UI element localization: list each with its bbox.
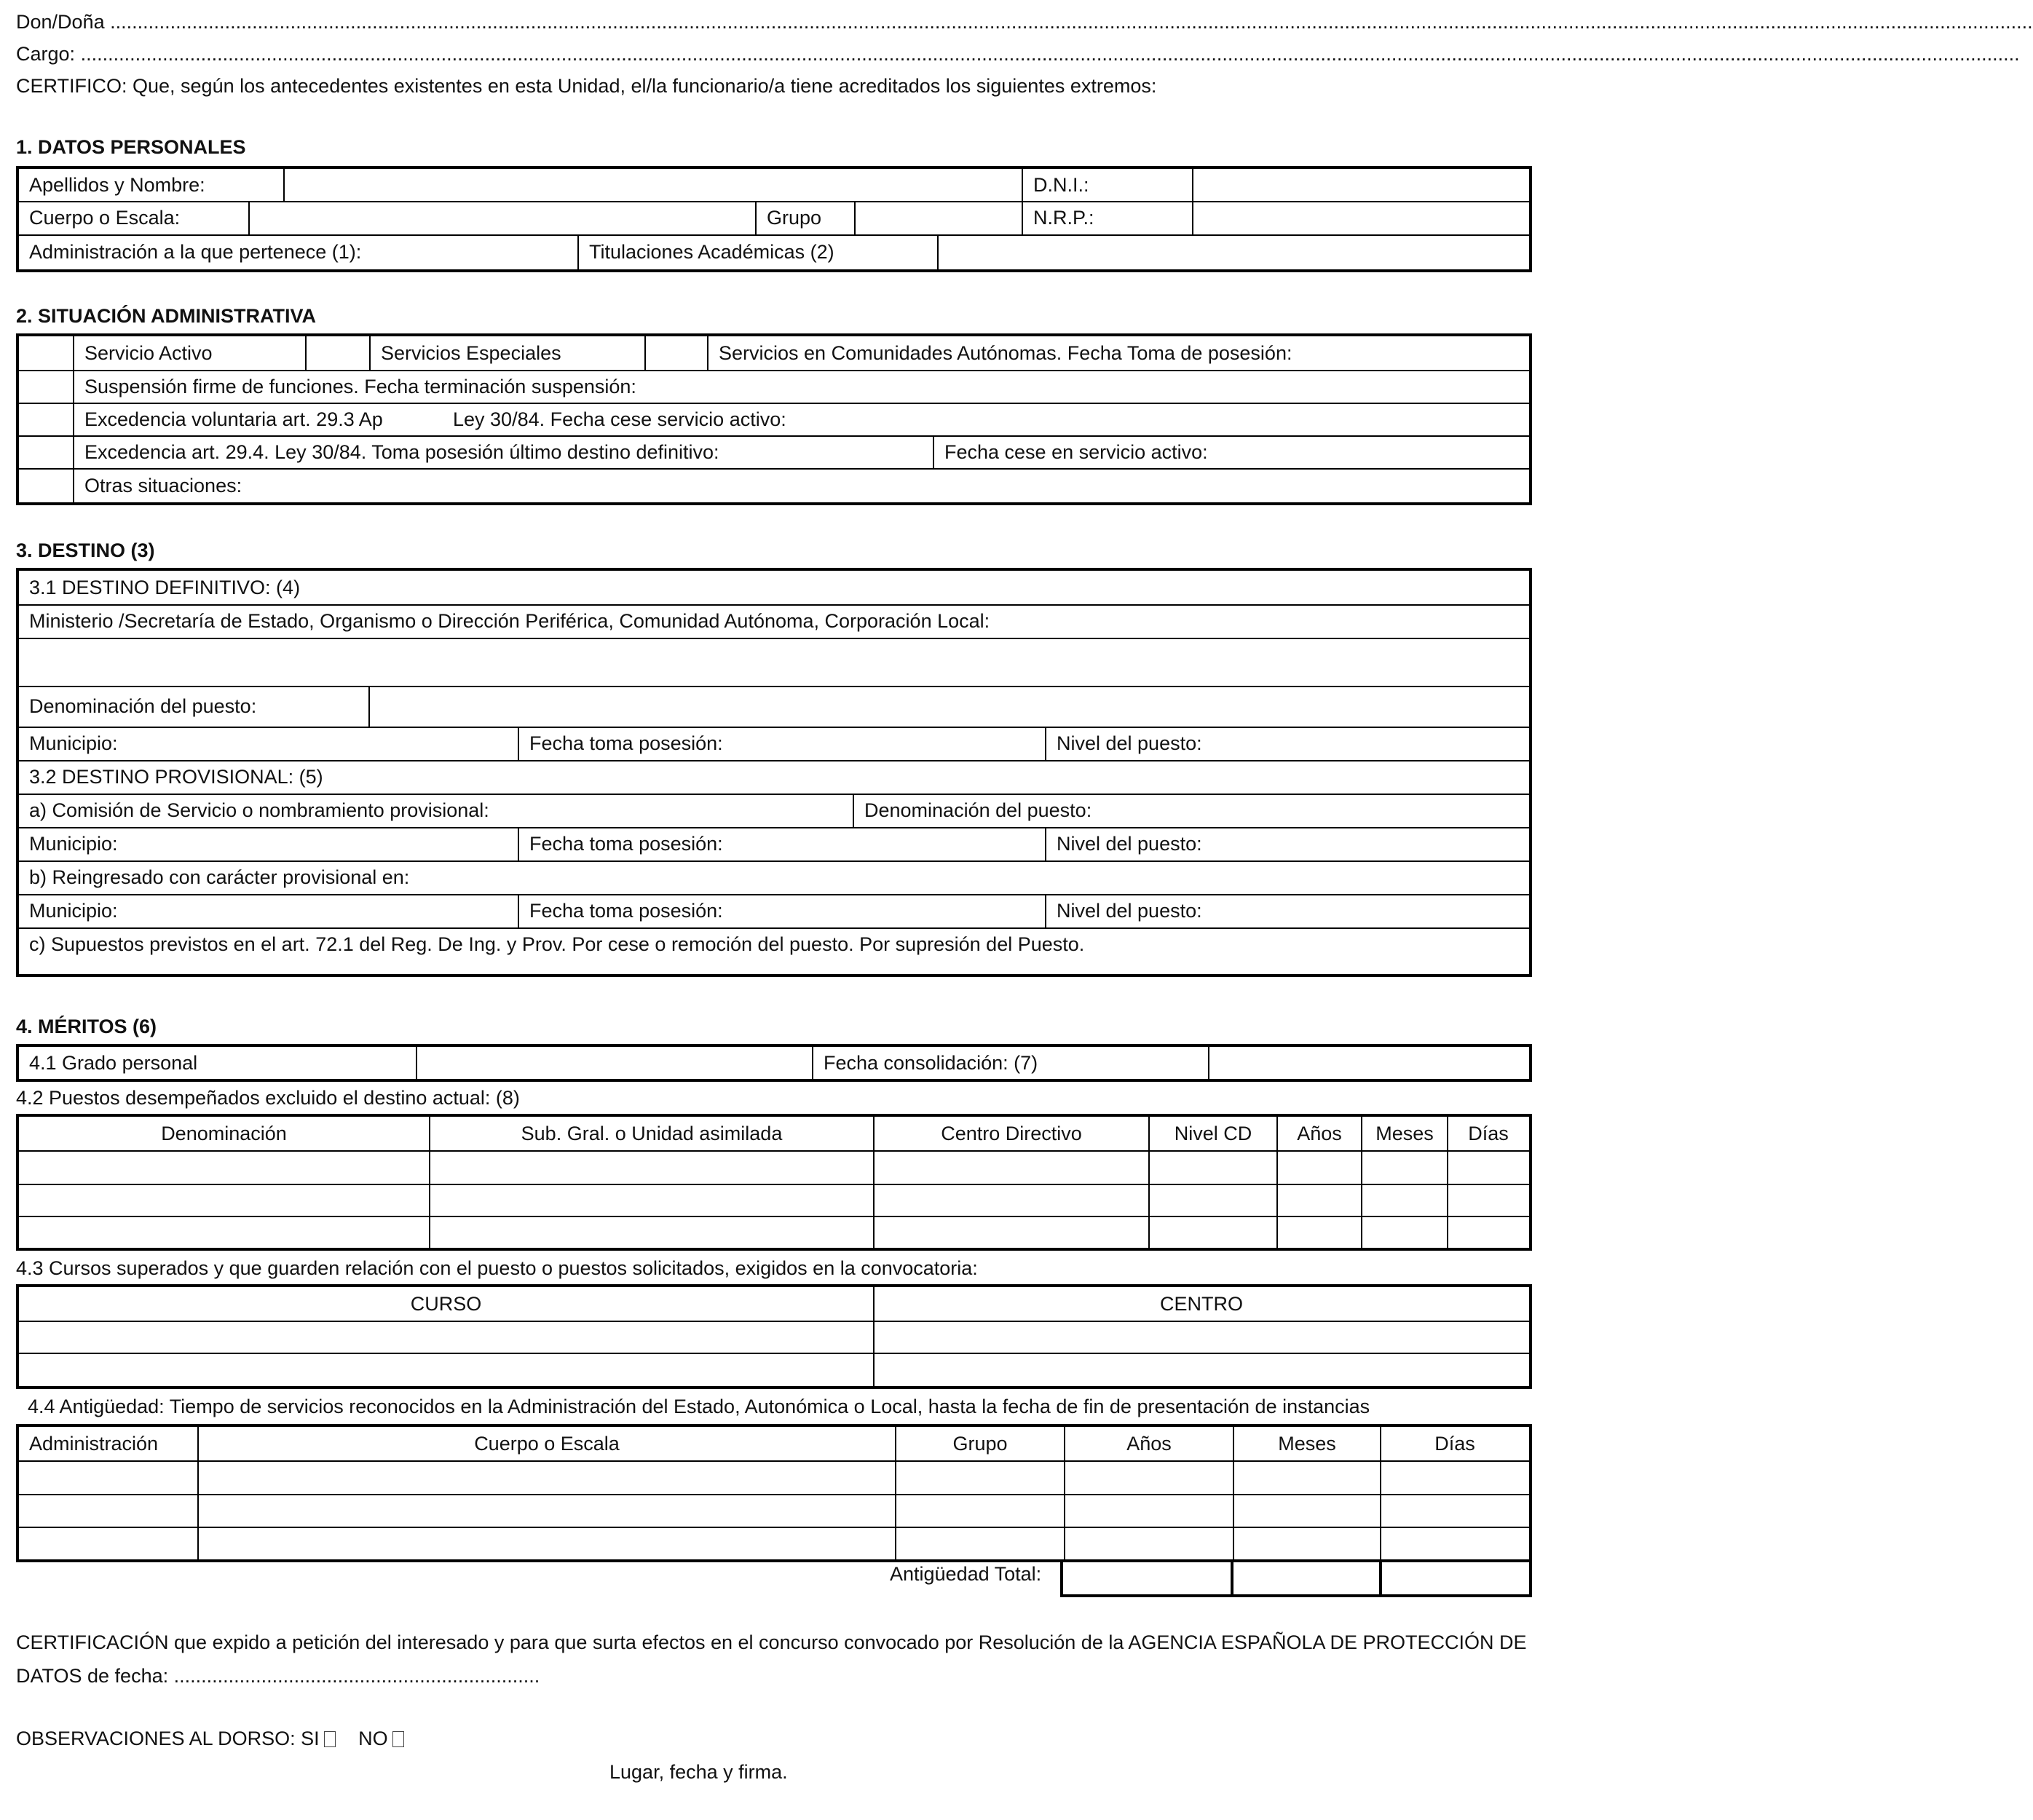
certificacion-line-1: CERTIFICACIÓN que expido a petición del interesado y para que surta efectos en el concurso convocado por Resolución de la AGENCIA ESPAÑOLA DE PROTECCIÓN DE [16,1631,1527,1653]
antig-header-cuerpo: Cuerpo o Escala [474,1433,620,1455]
datos-fecha-label: DATOS de fecha: [16,1665,169,1687]
antig-header-admin: Administración [29,1433,159,1455]
grupo-label: Grupo [767,207,822,229]
cargo-line [16,38,2020,70]
antig-header-meses: Meses [1278,1433,1336,1455]
puestos-header-centro: Centro Directivo [941,1123,1082,1144]
nrp-field[interactable] [1193,201,1528,234]
lugar-fecha-firma: Lugar, fecha y firma. [609,1761,788,1783]
titulaciones-label: Titulaciones Académicas (2) [589,241,834,263]
antig-header-dias: Días [1434,1433,1475,1455]
nivel-label-1: Nivel del puesto: [1057,732,1202,754]
comision-label: a) Comisión de Servicio o nombramiento provisional: [29,799,489,821]
dni-label: D.N.I.: [1033,174,1089,196]
antig-header-anos: Años [1126,1433,1172,1455]
fecha-toma-label-2: Fecha toma posesión: [529,833,723,855]
exc-vol-label: Excedencia voluntaria art. 29.3 Ap [84,408,383,430]
puestos-header-subgral: Sub. Gral. o Unidad asimilada [521,1123,783,1144]
apellidos-field[interactable] [285,169,1022,201]
cargo-label: Cargo: [16,43,76,65]
destino-def-label: 3.1 DESTINO DEFINITIVO: (4) [29,577,301,598]
puestos-header-denominacion: Denominación [161,1123,287,1144]
puestos-header-meses: Meses [1375,1123,1434,1144]
grupo-field[interactable] [856,201,1022,234]
chk-otras-box[interactable] [19,468,73,502]
cursos-table [16,1284,1532,1389]
puestos-table [16,1114,1532,1251]
section-1-title: 1. DATOS PERSONALES [16,136,246,158]
fecha-toma-label-1: Fecha toma posesión: [529,732,723,754]
puestos-header-dias: Días [1468,1123,1509,1144]
chk-activo-box[interactable] [19,336,73,370]
chk-ccaa-box[interactable] [646,336,707,370]
fecha-consol-label: Fecha consolidación: (7) [824,1052,1038,1074]
cursos-header-curso: CURSO [410,1293,482,1315]
puestos-header-anos: Años [1297,1123,1342,1144]
nivel-label-3: Nivel del puesto: [1057,900,1202,922]
destino-table [16,568,1532,977]
cursos-row[interactable] [19,1322,1529,1353]
puestos-title: 4.2 Puestos desempeñados excluido el destino actual: (8) [16,1087,520,1109]
puestos-row[interactable] [19,1185,1529,1216]
denominacion-label: Denominación del puesto: [29,695,257,717]
ministerio-field[interactable] [19,638,1529,686]
no-label: NO [358,1728,388,1749]
nivel-label-2: Nivel del puesto: [1057,833,1202,855]
ministerio-label: Ministerio /Secretaría de Estado, Organismo o Dirección Periférica, Comunidad Autónoma, Corporación Local: [29,610,990,632]
puestos-row[interactable] [19,1152,1529,1184]
exc-294-label: Excedencia art. 29.4. Ley 30/84. Toma posesión último destino definitivo: [84,440,719,463]
cursos-row[interactable] [19,1354,1529,1386]
cursos-header-centro: CENTRO [1160,1293,1243,1315]
cuerpo-label: Cuerpo o Escala: [29,207,181,229]
datos-personales-table [16,166,1532,272]
puestos-row[interactable] [19,1217,1529,1248]
chk-suspension-box[interactable] [19,370,73,403]
section-4-title: 4. MÉRITOS (6) [16,1016,157,1037]
observaciones-label: OBSERVACIONES AL DORSO: SI [16,1728,320,1749]
chk-especiales-box[interactable] [307,336,369,370]
ccaa-label: Servicios en Comunidades Autónomas. Fecha Toma de posesión: [719,342,1292,364]
suspension-label: Suspensión firme de funciones. Fecha terminación suspensión: [84,375,636,397]
denominacion-field[interactable] [370,686,1529,727]
cargo-dots[interactable]: ................................................................................................................................................................................................................................................................................................................................................................... [80,43,2020,65]
don-dots[interactable]: ................................................................................................................................................................................................................................................................................................................................................................ [110,11,2033,33]
denominacion-label-2: Denominación del puesto: [864,799,1092,821]
apellidos-label: Apellidos y Nombre: [29,174,205,196]
admin-label: Administración a la que pertenece (1): [29,241,362,263]
grado-field[interactable] [417,1047,812,1079]
antig-row[interactable] [19,1528,1529,1559]
antiguedad-table [16,1424,1532,1562]
exc-vol-label-2: Ley 30/84. Fecha cese servicio activo: [453,408,786,430]
reingresado-label: b) Reingresado con carácter provisional en: [29,866,410,888]
antig-header-grupo: Grupo [952,1433,1008,1455]
certifico-text: CERTIFICO: Que, según los antecedentes existentes en esta Unidad, el/la funcionario/a tiene acreditados los siguientes extremos: [16,75,1157,97]
fecha-consol-field[interactable] [1209,1047,1528,1079]
grado-table [16,1044,1532,1082]
antig-row[interactable] [19,1495,1529,1527]
dni-field[interactable] [1193,169,1528,201]
observaciones-line [16,1722,404,1754]
activo-label: Servicio Activo [84,342,213,364]
grado-label: 4.1 Grado personal [29,1052,198,1074]
cuerpo-field[interactable] [250,201,755,234]
no-checkbox[interactable] [392,1731,404,1747]
fecha-toma-label-3: Fecha toma posesión: [529,900,723,922]
antig-row[interactable] [19,1462,1529,1494]
supuestos-label: c) Supuestos previstos en el art. 72.1 del Reg. De Ing. y Prov. Por cese o remoción del puesto. Por supresión del Puesto. [29,933,1085,955]
nrp-label: N.R.P.: [1033,207,1094,229]
especiales-label: Servicios Especiales [381,342,561,364]
chk-exc-294-box[interactable] [19,435,73,468]
municipio-label-3: Municipio: [29,900,118,922]
otras-label: Otras situaciones: [84,474,242,496]
antig-total-label: Antigüedad Total: [890,1563,1042,1585]
chk-exc-vol-box[interactable] [19,403,73,435]
antig-total-meses[interactable] [1233,1562,1379,1594]
section-3-title: 3. DESTINO (3) [16,539,155,561]
certificacion-line-2 [16,1660,540,1692]
fecha-cese-label: Fecha cese en servicio activo: [944,440,1208,463]
titulaciones-field[interactable] [939,234,1528,269]
si-checkbox[interactable] [324,1731,336,1747]
municipio-label-2: Municipio: [29,833,118,855]
antig-total-anos[interactable] [1063,1562,1231,1594]
don-label: Don/Doña [16,11,105,33]
antig-total-dias[interactable] [1382,1562,1529,1594]
destino-prov-label: 3.2 DESTINO PROVISIONAL: (5) [29,766,323,788]
fecha-dots[interactable]: ................................................................... [173,1665,540,1687]
section-2-title: 2. SITUACIÓN ADMINISTRATIVA [16,305,317,327]
don-line [16,6,2033,38]
puestos-header-nivel: Nivel CD [1174,1123,1252,1144]
antig-title: 4.4 Antigüedad: Tiempo de servicios reconocidos en la Administración del Estado, Autonómica o Local, hasta la fecha de fin de presentación de instancias [28,1396,1370,1417]
antig-total-table [1060,1559,1532,1597]
cursos-title: 4.3 Cursos superados y que guarden relación con el puesto o puestos solicitados, exigidos en la convocatoria: [16,1257,978,1279]
situacion-table [16,333,1532,505]
municipio-label-1: Municipio: [29,732,118,754]
